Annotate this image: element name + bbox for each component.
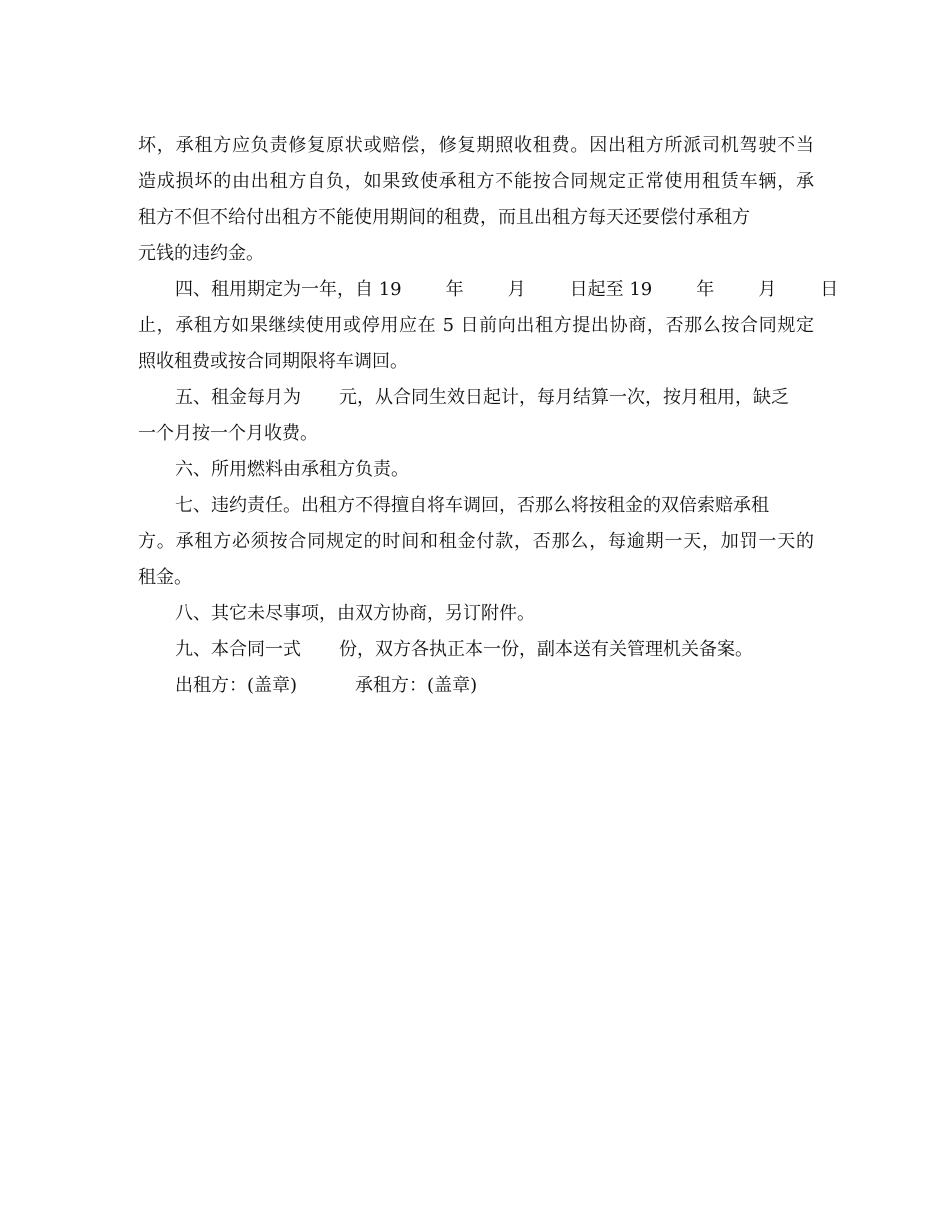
clause-text: 年 bbox=[696, 279, 715, 300]
paragraph-line: 造成损坏的由出租方自负，如果致使承租方不能按合同规定正常使用租赁车辆，承 bbox=[138, 171, 814, 192]
clause-four-line bbox=[138, 272, 839, 308]
signature-line bbox=[138, 668, 814, 704]
clause-text: 五、租金每月为 bbox=[175, 387, 301, 408]
paragraph-line: 租方不但不给付出租方不能使用期间的租费，而且出租方每天还要偿付承租方 bbox=[138, 207, 750, 228]
clause-nine-line bbox=[138, 632, 814, 668]
clause-text: 日 bbox=[820, 279, 839, 300]
paragraph-line: 止，承租方如果继续使用或停用应在 5 日前向出租方提出协商，否那么按合同规定 bbox=[138, 315, 814, 336]
clause-eight-line: 八、其它未尽事项，由双方协商，另订附件。 bbox=[175, 603, 535, 624]
clause-text: 年 bbox=[445, 279, 464, 300]
clause-text: 月 bbox=[758, 279, 777, 300]
clause-five-line bbox=[138, 380, 814, 416]
lessee-signature-label: 承租方：(盖章) bbox=[355, 675, 478, 696]
paragraph-line: 一个月按一个月收费。 bbox=[138, 423, 318, 444]
clause-text: 四、租用期定为一年，自 19 bbox=[175, 279, 402, 300]
paragraph-line: 方。承租方必须按合同规定的时间和租金付款，否那么，每逾期一天，加罚一天的 bbox=[138, 531, 814, 552]
clause-seven-line: 七、违约责任。出租方不得擅自将车调回，否那么将按租金的双倍索赔承租 bbox=[175, 495, 769, 516]
paragraph-line: 元钱的违约金。 bbox=[138, 243, 264, 264]
paragraph-line: 照收租费或按合同期限将车调回。 bbox=[138, 351, 408, 372]
clause-text: 九、本合同一式 bbox=[175, 639, 301, 660]
clause-six-line: 六、所用燃料由承租方负责。 bbox=[175, 459, 409, 480]
clause-text: 份，双方各执正本一份，副本送有关管理机关备案。 bbox=[339, 639, 753, 660]
paragraph-line: 租金。 bbox=[138, 567, 192, 588]
contract-body bbox=[138, 128, 839, 704]
clause-text: 月 bbox=[507, 279, 526, 300]
paragraph-line: 坏，承租方应负责修复原状或赔偿，修复期照收租费。因出租方所派司机驾驶不当 bbox=[138, 135, 814, 156]
clause-text: 元，从合同生效日起计，每月结算一次，按月租用，缺乏 bbox=[339, 387, 789, 408]
lessor-signature-label: 出租方：(盖章) bbox=[175, 675, 298, 696]
clause-text: 日起至 19 bbox=[569, 279, 653, 300]
